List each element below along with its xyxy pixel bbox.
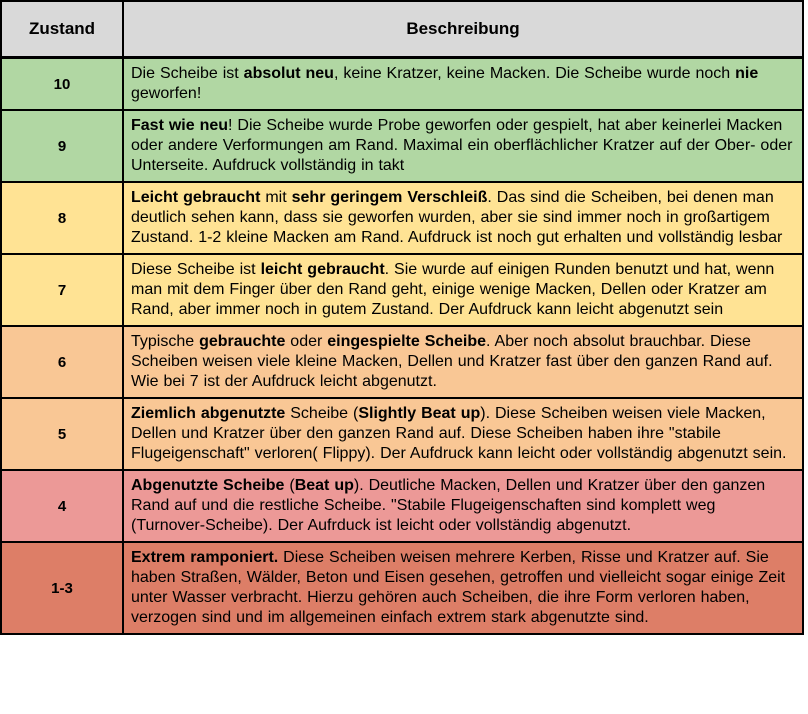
description-text: Diese Scheibe ist	[131, 261, 261, 278]
description-bold-text: leicht gebraucht	[260, 261, 385, 278]
description-cell	[123, 58, 803, 111]
condition-cell: 1-3	[1, 542, 123, 634]
description-text: Diese Scheiben weisen mehrere Kerben, Risse und Kratzer auf. Sie haben Straßen, Wälder, Beton und Eisen gesehen, getroffen und vielleicht sogar einige Zeit unter Wasser verbracht. Hierzu gehören auch Scheiben, die ihre Form verloren haben, verzogen sind und im allgemeinen einfach extrem stark abgenutzte sind.	[131, 549, 786, 626]
table-row	[1, 398, 803, 470]
description-text: Die Scheibe ist	[131, 65, 244, 82]
description-bold-text: gebrauchte	[199, 333, 286, 350]
description-bold-text: Ziemlich abgenutzte	[131, 405, 286, 422]
description-text: . Das sind die Scheiben, bei denen man deutlich sehen kann, dass sie geworfen wurden, aber sie sind immer noch in großartigem Zustand. 1-2 kleine Macken am Rand. Aufdruck ist noch gut erhalten und vollständig lesbar	[131, 189, 783, 246]
description-text: ! Die Scheibe wurde Probe geworfen oder gespielt, hat aber keinerlei Macken oder andere Verformungen am Rand. Maximal ein oberflächlicher Kratzer auf der Ober- oder Unterseite. Aufdruck vollständig in takt	[131, 117, 793, 174]
condition-cell: 9	[1, 110, 123, 182]
description-cell	[123, 110, 803, 182]
description-text: mit	[260, 189, 292, 206]
header-zustand: Zustand	[1, 1, 123, 58]
condition-cell: 7	[1, 254, 123, 326]
description-text: oder	[285, 333, 328, 350]
table-row	[1, 542, 803, 634]
description-cell	[123, 326, 803, 398]
description-cell	[123, 470, 803, 542]
description-bold-text: Leicht gebraucht	[131, 189, 261, 206]
description-cell	[123, 398, 803, 470]
description-bold-text: Fast wie neu	[131, 117, 229, 134]
table-row	[1, 470, 803, 542]
table-row	[1, 58, 803, 111]
description-text: Typische	[131, 333, 200, 350]
description-bold-text: Abgenutzte Scheibe	[131, 477, 285, 494]
table-row	[1, 110, 803, 182]
description-bold-text: Slightly Beat up	[358, 405, 481, 422]
description-bold-text: eingespielte Scheibe	[327, 333, 487, 350]
description-text: . Aber noch absolut brauchbar. Diese Scheiben weisen viele kleine Macken, Dellen und Kratzer fast über den ganzen Rand auf. Wie bei 7 ist der Aufdruck leicht abgenutzt.	[131, 333, 773, 390]
header-beschreibung: Beschreibung	[123, 1, 803, 58]
description-text: ). Deutliche Macken, Dellen und Kratzer über den ganzen Rand auf und die restliche Scheibe. "Stabile Flugeigenschaften sind komplett weg (Turnover-Scheibe). Der Aufrduck ist leicht oder vollständig abgenutzt.	[131, 477, 766, 534]
description-text: ). Diese Scheiben weisen viele Macken, Dellen und Kratzer über den ganzen Rand auf. Diese Scheiben haben ihre "stabile Flugeigenschaft" verloren( Flippy). Der Aufdruck kann leicht oder vollständig abgenutzt sein.	[131, 405, 787, 462]
description-text: (	[284, 477, 295, 494]
condition-cell: 8	[1, 182, 123, 254]
description-bold-text: sehr geringem Verschleiß	[291, 189, 488, 206]
table-row	[1, 182, 803, 254]
description-text: . Sie wurde auf einigen Runden benutzt und hat, wenn man mit dem Finger über den Rand geht, einige wenige Macken, Dellen oder Kratzer am Rand, aber immer noch in gutem Zustand. Der Aufdruck kann leicht abgenutzt sein	[131, 261, 775, 318]
description-text: Scheibe (	[285, 405, 359, 422]
description-bold-text: nie	[735, 65, 759, 82]
description-cell	[123, 254, 803, 326]
table-row	[1, 326, 803, 398]
header-row	[1, 1, 803, 58]
description-bold-text: absolut neu	[243, 65, 334, 82]
description-text: geworfen!	[131, 85, 202, 102]
description-bold-text: Extrem ramponiert.	[131, 549, 279, 566]
condition-cell: 5	[1, 398, 123, 470]
description-text: , keine Kratzer, keine Macken. Die Scheibe wurde noch	[333, 65, 736, 82]
condition-cell: 6	[1, 326, 123, 398]
condition-cell: 4	[1, 470, 123, 542]
description-cell	[123, 182, 803, 254]
description-cell	[123, 542, 803, 634]
description-bold-text: Beat up	[294, 477, 354, 494]
condition-cell: 10	[1, 58, 123, 111]
table-row	[1, 254, 803, 326]
